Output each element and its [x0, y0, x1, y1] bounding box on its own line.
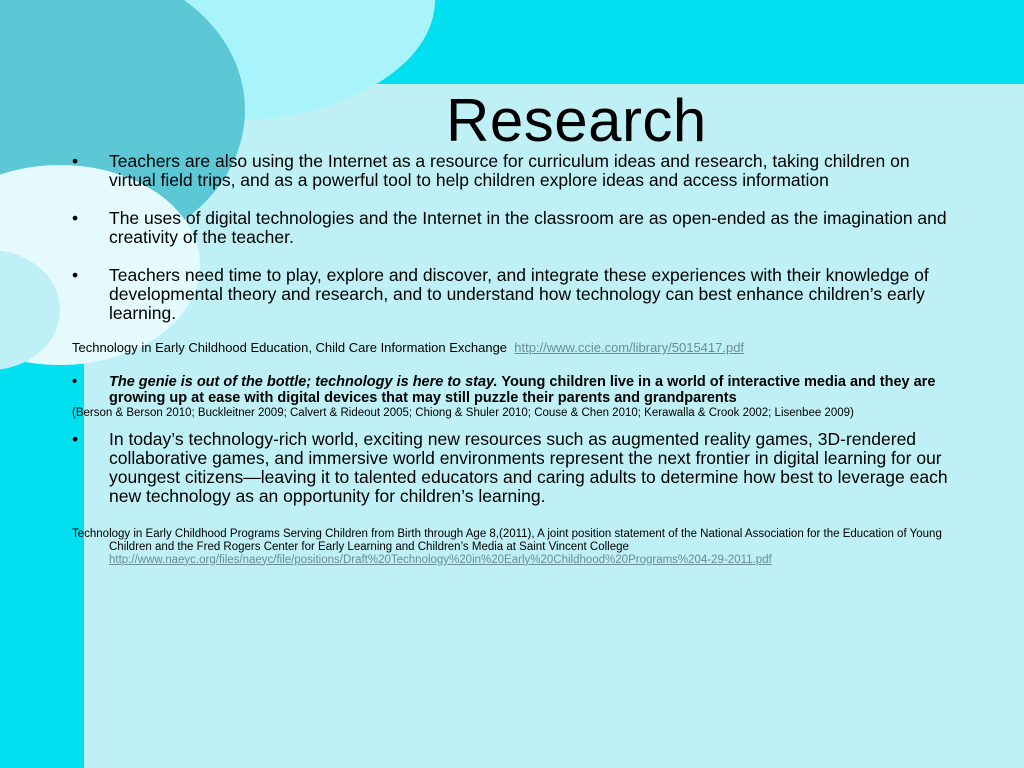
- bullet-item-quote: [72, 374, 952, 407]
- bullet-item: [72, 209, 952, 247]
- bullet-text: The uses of digital technologies and the Internet in the classroom are as open-ended as the imagination and creativity of the teacher.: [109, 208, 947, 247]
- bullet-marker: •: [72, 208, 79, 228]
- bullet-marker: •: [72, 428, 79, 449]
- bullet-item: [72, 152, 952, 190]
- bullet-marker: •: [72, 373, 78, 390]
- citation: (Berson & Berson 2010; Buckleitner 2009; Calvert & Rideout 2005; Chiong & Shuler 2010; Couse & Chen 2010; Kerawalla & Crook 2002; Lisenbee 2009): [72, 406, 854, 419]
- reference-text: Technology in Early Childhood Education, Child Care Information Exchange: [72, 340, 508, 355]
- bullet-item: [72, 266, 952, 323]
- reference-link[interactable]: http://www.ccie.com/library/5015417.pdf: [514, 340, 745, 355]
- quote-italic: The genie is out of the bottle; technology is here to stay.: [109, 373, 498, 390]
- reference-ccie: [72, 341, 952, 356]
- bullet-marker: •: [72, 265, 79, 285]
- slide-title: Research: [446, 87, 707, 154]
- quote-text: Young children live in a world of interactive media and they are growing up at ease with digital devices that may still puzzle their parents and grandparents: [109, 373, 936, 406]
- bullet-text: Teachers need time to play, explore and discover, and integrate these experiences with their knowledge of developmental theory and research, and to understand how technology can best enhance children’s early learning.: [109, 265, 929, 323]
- bullet-item: [72, 430, 952, 506]
- reference-text: Technology in Early Childhood Programs Serving Children from Birth through Age 8,(2011), A joint position statement of the National Association for the Education of Young Children and the Fred Rogers Center for Early Learning and Children’s Media at Saint Vincent College: [72, 527, 942, 553]
- slide-body: [72, 152, 952, 567]
- bullet-marker: •: [72, 151, 79, 171]
- bullet-text: In today’s technology-rich world, exciting new resources such as augmented reality games, 3D-rendered collaborative games, and immersive world environments represent the next frontier in digital learning for our youngest citizens—leaving it to talented educators and caring adults to determine how best to leverage each new technology as an opportunity for children’s learning.: [109, 428, 948, 506]
- reference-naeyc: [72, 528, 952, 567]
- reference-link[interactable]: http://www.naeyc.org/files/naeyc/file/positions/Draft%20Technology%20in%20Early%20Childhood%20Programs%204-29-2011.pdf: [109, 553, 772, 566]
- bullet-text: Teachers are also using the Internet as a resource for curriculum ideas and research, taking children on virtual field trips, and as a powerful tool to help children explore ideas and access information: [109, 151, 910, 190]
